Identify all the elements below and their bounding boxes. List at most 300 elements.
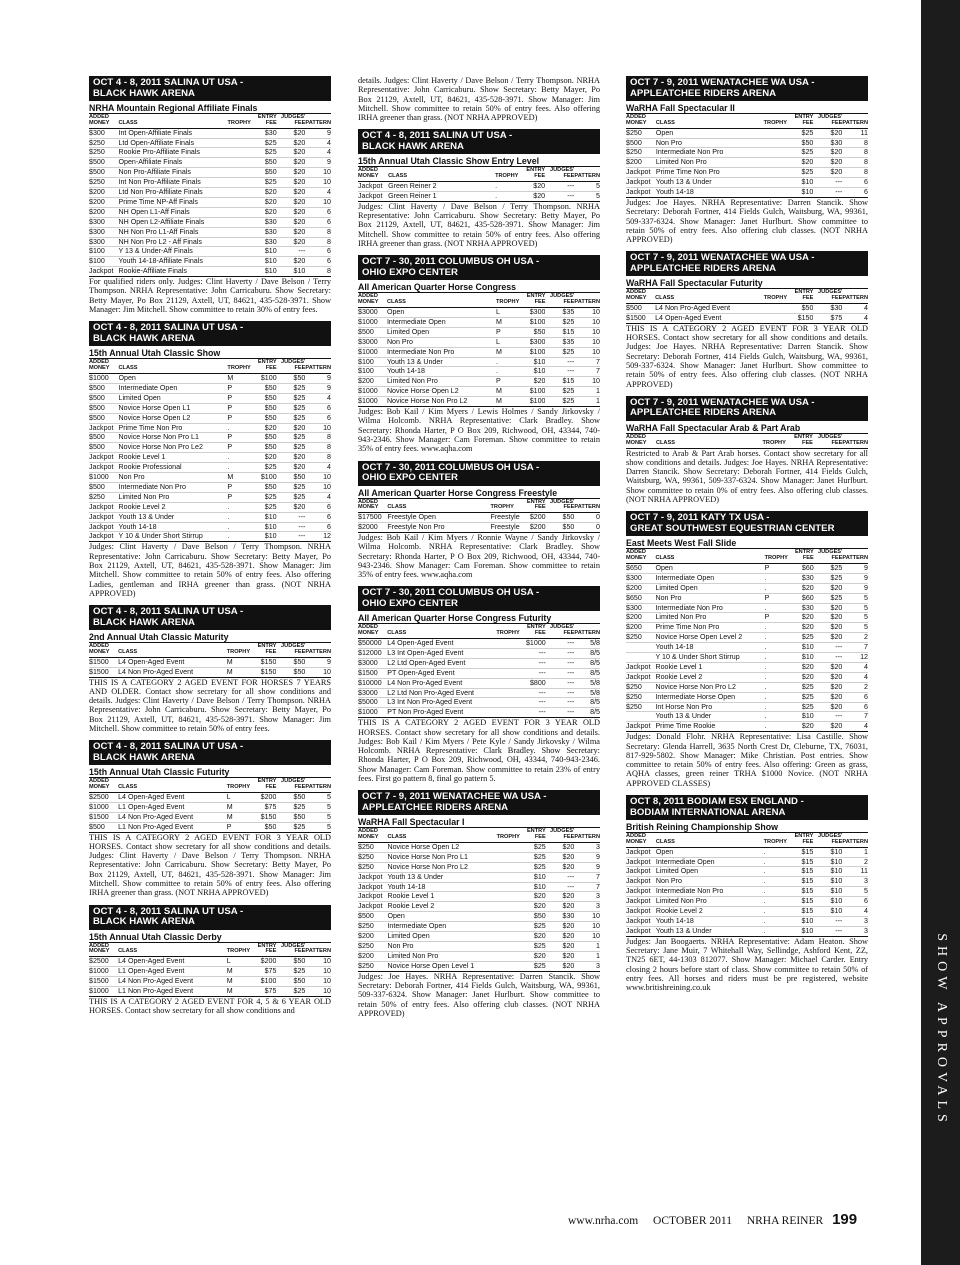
cell-entry: $25 <box>788 633 814 643</box>
cell-money: Jackpot <box>626 867 656 877</box>
show-listing <box>358 790 600 1018</box>
cell-pattern: 5/8 <box>574 678 600 688</box>
table-row <box>358 842 600 852</box>
cell-entry: $25 <box>787 128 813 138</box>
cell-entry: $15 <box>787 877 813 887</box>
cell-entry: $25 <box>520 922 546 932</box>
cell-entry: $25 <box>520 842 546 852</box>
cell-pattern: 8/5 <box>574 698 600 708</box>
cell-class: Limited Non Pro <box>656 158 764 168</box>
column-header-money: ADDED MONEY <box>89 643 118 658</box>
column-header-class: CLASS <box>387 624 496 639</box>
show-notes: THIS IS A CATEGORY 2 AGED EVENT FOR 3 YEAR OLD HORSES. Contact show secretary for all show conditions and details. Judges: Joe Hayes. NRHA Representative: Darren Stancik. Show Secretary: Deborah Fortner, 414 Fields Gulch, Waitsburg, WA, 99361, 509-337-6324. Show Manager: Janet Hurlburt. Show committee to retain 50% of entry fees. Also offering club classes. (NOT NRHA APPROVED) <box>626 323 868 389</box>
cell-judges: $25 <box>276 967 305 977</box>
table-row <box>358 387 600 397</box>
cell-pattern: 9 <box>842 573 868 583</box>
column-header-pattern: PATTERN <box>574 828 600 843</box>
cell-pattern: 10 <box>574 932 600 942</box>
cell-pattern: 10 <box>574 347 600 357</box>
cell-trophy: L <box>227 957 250 967</box>
cell-trophy: P <box>227 383 250 393</box>
show-notes: Restricted to Arab & Part Arab horses. Contact show secretary for all show conditions and details. Judges: Joe Hayes. NRHA Representative: Darren Stancik. Show Secretary: Deborah Fortner, 414 Fields Gulch, Waitsburg, WA, 99361, 509-337-6324. Show Manager: Janet Hurlburt. Show committee to retain 0% of entry fees. Also offering club classes. (NOT NRHA APPROVED) <box>626 448 868 504</box>
cell-trophy: . <box>764 926 787 936</box>
cell-trophy <box>496 678 519 688</box>
cell-trophy <box>497 912 520 922</box>
cell-judges: $35 <box>545 337 574 347</box>
show-notes: Judges: Joe Hayes. NRHA Representative: Darren Stancik. Show Secretary: Deborah Fortner, 414 Fields Gulch, Waitsburg, WA, 99361, 509-337-6324. Show Manager: Janet Hurlburt. Show committee to retain 50% of entry fees. Also offering club classes. (NOT NRHA APPROVED) <box>626 197 868 245</box>
cell-pattern: 2 <box>842 857 868 867</box>
cell-pattern: 8/5 <box>574 648 600 658</box>
cell-class: Intermediate Open <box>655 573 764 583</box>
cell-trophy: . <box>765 603 788 613</box>
table-row <box>89 178 331 188</box>
cell-class: Open <box>387 912 496 922</box>
cell-money: Jackpot <box>89 522 119 532</box>
table-row <box>626 603 868 613</box>
cell-class: L1 Non Pro-Aged Event <box>118 822 227 832</box>
cell-entry: $20 <box>788 722 814 732</box>
cell-money: Jackpot <box>626 188 656 198</box>
table-row <box>626 158 868 168</box>
cell-class: NH Open L1-Aff Finals <box>118 207 227 217</box>
table-row <box>89 492 331 502</box>
cell-trophy: . <box>764 907 787 917</box>
column-header-trophy: TROPHY <box>495 167 518 182</box>
cell-judges: $20 <box>546 941 575 951</box>
cell-money: Jackpot <box>626 926 656 936</box>
classes-table <box>358 623 600 718</box>
table-row <box>626 712 868 722</box>
show-header: OCT 7 - 9, 2011 KATY TX USA - GREAT SOUTHWEST EQUESTRIAN CENTER <box>626 511 868 536</box>
column-header-pattern: PATTERN <box>305 359 331 374</box>
column-header-money: ADDED MONEY <box>626 289 655 304</box>
cell-class: Y 13 & Under-Aff Finals <box>118 247 227 257</box>
cell-money: $200 <box>89 188 118 198</box>
column-header-entry: ENTRY FEE <box>520 498 546 513</box>
cell-judges: $20 <box>546 922 575 932</box>
cell-money: Jackpot <box>626 877 656 887</box>
column-header-class: CLASS <box>118 942 227 957</box>
cell-entry: $800 <box>520 678 546 688</box>
cell-trophy <box>228 168 251 178</box>
column-header-entry: ENTRY FEE <box>787 114 813 129</box>
cell-judges: $15 <box>545 377 574 387</box>
cell-pattern: 3 <box>574 961 600 971</box>
cell-money: $1500 <box>89 667 118 677</box>
cell-pattern: 4 <box>842 907 868 917</box>
show-listing <box>626 76 868 244</box>
table-row <box>358 377 600 387</box>
event-title: WaRHA Fall Spectacular II <box>626 103 735 113</box>
classes-table <box>89 777 331 832</box>
column-header-class: CLASS <box>118 114 227 129</box>
table-row <box>89 532 331 542</box>
table-row <box>89 463 331 473</box>
column-header-pattern: PATTERN <box>305 778 331 793</box>
event-title: British Reining Championship Show <box>626 822 778 833</box>
table-row <box>358 912 600 922</box>
cell-class: Rookie Level 2 <box>655 672 764 682</box>
column-header-entry: ENTRY FEE <box>518 167 545 182</box>
cell-pattern: 10 <box>305 178 331 188</box>
table-row <box>626 128 868 138</box>
cell-money <box>626 653 655 663</box>
cell-entry: $300 <box>519 337 545 347</box>
cell-trophy <box>228 217 251 227</box>
show-notes: Judges: Joe Hayes. NRHA Representative: Darren Stancik. Show Secretary: Deborah Fortner, 414 Fields Gulch, Waitsburg, WA, 99361, 509-337-6324. Show Manager: Janet Hurlburt. Show committee to retain 50% of entry fees. Also offering club classes. (NOT NRHA APPROVED) <box>358 971 600 1018</box>
event-title: East Meets West Fall Slide <box>626 538 737 549</box>
cell-money: $100 <box>89 257 118 267</box>
cell-entry: $10 <box>251 532 277 542</box>
cell-pattern: 6 <box>305 257 331 267</box>
column-header-trophy: TROPHY <box>765 549 788 564</box>
cell-money: $500 <box>89 403 119 413</box>
cell-pattern: 8 <box>842 138 868 148</box>
column-header-class: CLASS <box>118 778 227 793</box>
cell-pattern: 0 <box>574 513 600 523</box>
cell-class: Prime Time Non Pro <box>656 168 764 178</box>
cell-class: Novice Horse Open L2 <box>387 387 496 397</box>
cell-trophy <box>764 138 787 148</box>
table-row <box>626 672 868 682</box>
cell-entry: $10 <box>520 872 546 882</box>
cell-entry: --- <box>520 708 546 718</box>
table-row <box>626 907 868 917</box>
cell-entry: $50 <box>519 327 545 337</box>
cell-pattern: 12 <box>842 653 868 663</box>
cell-entry: $50 <box>251 433 277 443</box>
cell-entry: $15 <box>787 897 813 907</box>
cell-class: Novice Horse Non Pro L2 <box>387 397 496 407</box>
cell-judges: $20 <box>814 682 843 692</box>
cell-judges: $25 <box>276 802 305 812</box>
cell-entry: $25 <box>788 682 814 692</box>
cell-judges: --- <box>813 926 842 936</box>
cell-class: Rookie Level 2 <box>656 907 764 917</box>
cell-judges: --- <box>814 643 843 653</box>
cell-trophy: . <box>764 877 787 887</box>
cell-judges: --- <box>546 688 575 698</box>
cell-entry: --- <box>520 668 546 678</box>
table-row <box>626 304 868 314</box>
event-title: 15th Annual Utah Classic Show Entry Level <box>358 156 540 167</box>
table-row <box>89 148 331 158</box>
cell-judges: $10 <box>277 267 306 277</box>
cell-class: Novice Horse Open Level 1 <box>387 961 496 971</box>
cell-class: Novice Horse Open L1 <box>119 403 228 413</box>
cell-judges: --- <box>277 512 306 522</box>
cell-pattern: 5 <box>842 593 868 603</box>
cell-pattern: 6 <box>305 207 331 217</box>
column-header-pattern: PATTERN <box>842 433 868 448</box>
table-row <box>89 237 331 247</box>
cell-money: $1000 <box>89 986 118 996</box>
table-row <box>89 473 331 483</box>
cell-judges: $10 <box>813 857 842 867</box>
cell-entry: $10 <box>251 247 277 257</box>
cell-trophy <box>764 304 787 314</box>
cell-entry: $150 <box>250 657 276 667</box>
cell-entry: $25 <box>788 692 814 702</box>
cell-class: L4 Non Pro-Aged Event <box>118 977 227 987</box>
cell-money: $500 <box>89 168 118 178</box>
column-header-judges: JUDGES' FEE <box>546 624 575 639</box>
cell-pattern: 10 <box>574 317 600 327</box>
cell-money: Jackpot <box>626 897 656 907</box>
cell-pattern: 9 <box>574 852 600 862</box>
cell-pattern: 0 <box>574 523 600 533</box>
cell-judges: $20 <box>277 207 306 217</box>
show-header: OCT 7 - 9, 2011 WENATACHEE WA USA - APPLEATCHEE RIDERS ARENA <box>358 790 600 815</box>
column-header-pattern: PATTERN <box>842 549 868 564</box>
cell-trophy: . <box>765 712 788 722</box>
cell-judges: $20 <box>813 168 842 178</box>
cell-judges: $20 <box>813 148 842 158</box>
table-row <box>89 138 331 148</box>
column-header-trophy: TROPHY <box>764 289 787 304</box>
column-header-money: ADDED MONEY <box>358 624 387 639</box>
cell-class: L4 Non Pro-Aged Event <box>387 678 496 688</box>
cell-money: $500 <box>358 912 387 922</box>
cell-entry: $20 <box>251 207 277 217</box>
column-header-entry: ENTRY FEE <box>787 289 813 304</box>
cell-trophy <box>228 247 251 257</box>
cell-pattern: 3 <box>574 842 600 852</box>
column-header-trophy: TROPHY <box>496 293 519 308</box>
table-row <box>89 986 331 996</box>
cell-judges: $20 <box>546 951 575 961</box>
cell-judges: $15 <box>545 327 574 337</box>
cell-judges: $20 <box>814 702 843 712</box>
cell-class: Intermediate Non Pro <box>387 347 496 357</box>
cell-money: $50000 <box>358 639 387 649</box>
cell-judges: $20 <box>546 852 575 862</box>
cell-class: Int Non Pro-Affiliate Finals <box>118 178 227 188</box>
cell-judges: $20 <box>814 583 843 593</box>
cell-class: Intermediate Non Pro <box>656 887 764 897</box>
cell-judges: $20 <box>277 217 306 227</box>
cell-money: $500 <box>89 158 118 168</box>
column-header-judges: JUDGES' FEE <box>277 114 306 129</box>
cell-pattern: 5 <box>305 812 331 822</box>
cell-class: Limited Open <box>119 393 228 403</box>
show-listing <box>89 321 331 598</box>
column-header-trophy: TROPHY <box>497 828 520 843</box>
cell-money: Jackpot <box>358 882 387 892</box>
show-notes: For qualified riders only. Judges: Clint Haverty / Dave Belson / Terry Thompson. NRHA Representative: John Carricaburu. Show Secretary: Betty Mayer, Po Box 21129, Axtell, UT, 84621, 435-528-3971. Show Manager: Jim Mitchell. Show committee to retain 30% of entry fees. <box>89 277 331 315</box>
column-header-class: CLASS <box>387 828 496 843</box>
cell-class: L3 Int Open-Aged Event <box>387 648 496 658</box>
cell-entry: $25 <box>787 148 813 158</box>
cell-class: Youth 13 & Under <box>656 178 764 188</box>
column-header-trophy: TROPHY <box>496 624 519 639</box>
cell-pattern: 8/5 <box>574 708 600 718</box>
show-listing <box>89 605 331 733</box>
show-listing <box>89 740 331 897</box>
cell-pattern: 10 <box>305 986 331 996</box>
cell-money: $250 <box>89 138 118 148</box>
cell-judges: $50 <box>276 667 305 677</box>
table-row <box>626 897 868 907</box>
cell-trophy <box>497 951 520 961</box>
page-number: 199 <box>832 1211 858 1228</box>
cell-pattern: 8 <box>305 227 331 237</box>
cell-trophy <box>228 148 251 158</box>
cell-pattern: 10 <box>574 377 600 387</box>
cell-money: $250 <box>358 922 387 932</box>
cell-class: Non Pro <box>387 941 496 951</box>
column-header-judges: JUDGES' FEE <box>546 828 575 843</box>
footer-website: www.nrha.com <box>568 1215 639 1227</box>
cell-trophy: . <box>765 722 788 732</box>
cell-money: Jackpot <box>626 662 655 672</box>
show-notes: Judges: Bob Kail / Kim Myers / Lewis Holmes / Sandy Jirkovsky / Wilma Holcomb. NRHA Representative: Clark Bradley. Show Secretary: Rhonda Harter, P O Box 209, Richwood, OH, 43344, 740-943-2346. Show Manager: Cam Foreman. Show committee to retain 35% of entry fees. www.aqha.com <box>358 407 600 454</box>
cell-pattern: 4 <box>842 722 868 732</box>
table-row <box>626 583 868 593</box>
cell-pattern: 4 <box>305 393 331 403</box>
column-header-judges: JUDGES' FEE <box>813 833 842 848</box>
cell-class: Open <box>656 128 764 138</box>
cell-trophy <box>497 892 520 902</box>
table-row <box>89 423 331 433</box>
cell-pattern: 8 <box>305 267 331 277</box>
cell-class: Novice Horse Open Level 2 <box>655 633 764 643</box>
cell-class: Youth 14-18 <box>656 188 764 198</box>
cell-money: Jackpot <box>626 168 656 178</box>
cell-judges: $25 <box>545 387 574 397</box>
cell-pattern: 5 <box>842 603 868 613</box>
show-header: OCT 7 - 30, 2011 COLUMBUS OH USA - OHIO EXPO CENTER <box>358 461 600 486</box>
cell-pattern: 10 <box>574 337 600 347</box>
cell-trophy: L <box>496 307 519 317</box>
cell-money: Jackpot <box>89 267 118 277</box>
column-header-money: ADDED MONEY <box>626 549 655 564</box>
cell-judges: --- <box>277 532 306 542</box>
table-row <box>358 932 600 942</box>
column-header-money: ADDED MONEY <box>358 498 387 513</box>
cell-money: $100 <box>358 357 387 367</box>
table-row <box>626 633 868 643</box>
cell-class: L4 Open-Aged Event <box>118 657 227 667</box>
cell-trophy: Freestyle <box>490 513 520 522</box>
cell-money: $1500 <box>358 668 387 678</box>
show-header: OCT 4 - 8, 2011 SALINA UT USA - BLACK HAWK ARENA <box>89 905 331 930</box>
table-row <box>626 593 868 603</box>
show-listing <box>626 396 868 504</box>
cell-money: $200 <box>626 158 656 168</box>
cell-pattern: 4 <box>842 662 868 672</box>
cell-trophy <box>496 668 519 678</box>
cell-entry: --- <box>520 688 546 698</box>
column-header-entry: ENTRY FEE <box>250 643 276 658</box>
cell-money <box>626 643 655 653</box>
cell-judges: $20 <box>277 502 306 512</box>
cell-entry: $200 <box>520 523 546 533</box>
table-row <box>89 667 331 677</box>
cell-trophy <box>228 207 251 217</box>
page-footer <box>568 1211 857 1228</box>
cell-class: Non Pro <box>119 473 228 483</box>
column-header-judges: JUDGES' FEE <box>813 433 842 448</box>
event-title: All American Quarter Horse Congress Futurity <box>358 613 552 624</box>
cell-money: $500 <box>89 433 119 443</box>
cell-entry: $10 <box>520 882 546 892</box>
table-row <box>89 247 331 257</box>
cell-money: $2500 <box>89 957 118 967</box>
table-row <box>626 682 868 692</box>
cell-trophy: P <box>227 492 250 502</box>
cell-judges: $10 <box>813 907 842 917</box>
show-listing <box>358 129 600 248</box>
classes-table <box>626 113 868 198</box>
cell-pattern: 10 <box>574 922 600 932</box>
cell-class: Prime Time Non Pro <box>655 623 764 633</box>
column-header-entry: ENTRY FEE <box>251 359 277 374</box>
table-row <box>358 327 600 337</box>
cell-money: $300 <box>626 573 655 583</box>
cell-trophy: M <box>496 397 519 407</box>
cell-pattern: 10 <box>305 168 331 178</box>
cell-judges: --- <box>545 191 574 201</box>
cell-judges: $50 <box>276 657 305 667</box>
cell-judges: $20 <box>814 603 843 613</box>
show-notes: Judges: Jan Boogaerts. NRHA Representative: Adam Heaton. Show Secretary: Jane Muir, 7 Whitehall Way, Sellindge, Ashford Kent, ZZ, TN25 6ET, 44-1303 812077. Show Manager: Michael Carder. Entry closing 2 hours before start of class. Show committee to retain 50% of entry fees. All horses and riders must be pre registered, website www.britishreining.co.uk <box>626 936 868 993</box>
cell-trophy <box>228 178 251 188</box>
table-row <box>358 357 600 367</box>
cell-judges: $25 <box>277 433 306 443</box>
cell-entry: $10 <box>787 188 813 198</box>
cell-money: $10000 <box>358 678 387 688</box>
cell-entry: $20 <box>520 951 546 961</box>
cell-class: Non Pro <box>656 138 764 148</box>
cell-money: $250 <box>626 148 656 158</box>
cell-pattern: 7 <box>574 357 600 367</box>
cell-judges: $20 <box>277 237 306 247</box>
table-row <box>358 872 600 882</box>
cell-class: Limited Non Pro <box>655 613 764 623</box>
show-listing <box>358 461 600 580</box>
cell-entry: $25 <box>788 702 814 712</box>
table-row <box>358 367 600 377</box>
cell-pattern: 7 <box>574 872 600 882</box>
event-title: 15th Annual Utah Classic Derby <box>89 931 222 942</box>
cell-class: Intermediate Horse Open <box>655 692 764 702</box>
cell-class: Ltd Open-Affiliate Finals <box>118 138 227 148</box>
cell-judges: $10 <box>813 897 842 907</box>
cell-judges: $20 <box>814 722 843 732</box>
column-header-pattern: PATTERN <box>574 498 600 513</box>
cell-trophy: . <box>227 532 250 542</box>
cell-class: Open <box>655 563 764 573</box>
column-header-trophy: TROPHY <box>763 433 786 448</box>
cell-pattern: 6 <box>842 692 868 702</box>
cell-pattern: 1 <box>574 951 600 961</box>
column-header-judges: JUDGES' FEE <box>813 289 842 304</box>
cell-trophy: M <box>496 347 519 357</box>
cell-trophy <box>228 267 251 277</box>
cell-judges: --- <box>813 188 842 198</box>
cell-trophy: M <box>227 967 250 977</box>
table-row <box>358 688 600 698</box>
cell-entry: $25 <box>251 138 277 148</box>
cell-judges: $20 <box>277 257 306 267</box>
cell-trophy: M <box>227 986 250 996</box>
cell-class: Intermediate Non Pro <box>656 148 764 158</box>
cell-money: Jackpot <box>89 502 119 512</box>
cell-pattern: 6 <box>305 413 331 423</box>
column-header-entry: ENTRY FEE <box>787 833 813 848</box>
cell-money: $650 <box>626 593 655 603</box>
